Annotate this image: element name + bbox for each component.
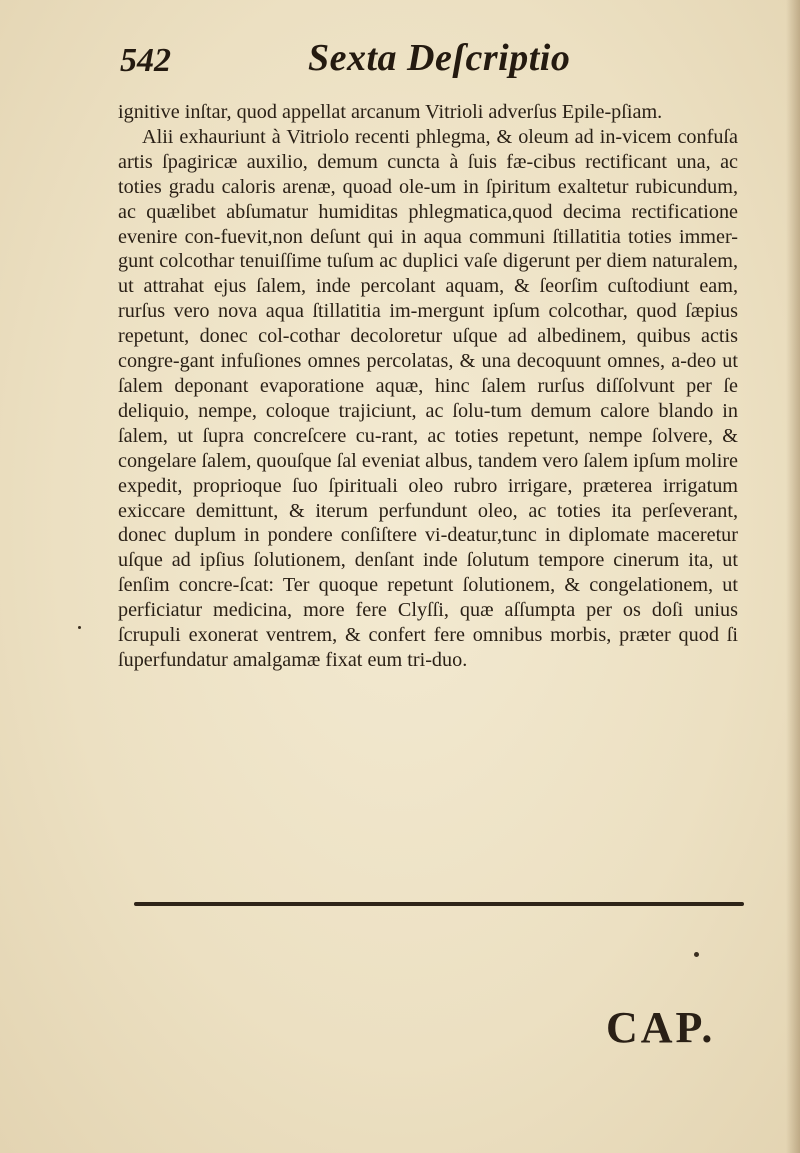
ink-speck — [694, 952, 699, 957]
paragraph-2: Alii exhauriunt à Vitriolo recenti phlegma, & oleum ad in-vicem confuſa artis ſpagiricæ auxilio, demum cuncta à ſuis fæ-cibus rectificant una, ac toties gradu caloris arenæ, quoad ole-um in ſpiritum exaltetur rubicundum, ac quælibet abſumatur humiditas phlegmatica,quod decima rectificatione evenire con-fuevit,non deſunt qui in aqua communi ſtillatitia toties immer-gunt colcothar tenuiſſime tuſum ac duplici vaſe digerunt per diem naturalem, ut attrahat ejus ſalem, inde percolant aquam, & ſeorſim cuſtodiunt eam, rurſus vero nova aqua ſtillatitia im-mergunt ipſum colcothar, quod ſæpius repetunt, donec col-cothar decoloretur uſque ad albedinem, quibus actis congre-gant infuſiones omnes percolatas, & una decoquunt omnes, a-deo ut ſalem deponant evaporatione aquæ, hinc ſalem rurſus diſſolvunt per ſe deliquio, nempe, coloque trajiciunt, ac ſolu-tum demum calore blando in ſalem, ut ſupra concreſcere cu-rant, ac toties repetunt, nempe ſolvere, & congelare ſalem, quouſque ſal eveniat albus, tandem vero ſalem ipſum molire expedit, proprioque ſuo ſpirituali oleo rubro irrigare, prætereа irrigatum exiccare demittunt, & iterum perfundunt oleo, ac toties ita perſeverant, donec duplum in pondere conſiſtere vi-deatur,tunc in diplomate maceretur uſque ad ipſius ſolutionem, denſant inde ſolutum tempore cinerum ita, ut ſenſim concre-ſcat: Ter quoque repetunt ſolutionem, & congelationem, ut perficiatur medicina, more fere Clyſſi, quæ aſſumpta per os doſi unius ſcrupuli exonerat ventrem, & confert fere omnibus morbis, præter quod ſi ſuperfundatur amalgamæ fixat eum tri-duo. — [118, 125, 738, 671]
page-header — [120, 36, 720, 86]
ink-speck — [78, 626, 81, 629]
paragraph-1: ignitive inſtar, quod appellat arcanum Vitrioli adverſus Epile-pſiam. — [118, 101, 663, 123]
running-title: Sexta Deſcriptio — [308, 37, 571, 79]
body-text — [118, 100, 738, 673]
catchword: CAP. — [606, 1003, 716, 1052]
section-end-rule — [134, 902, 744, 906]
page-number: 542 — [120, 42, 171, 79]
page-edge-shadow — [786, 0, 800, 1153]
